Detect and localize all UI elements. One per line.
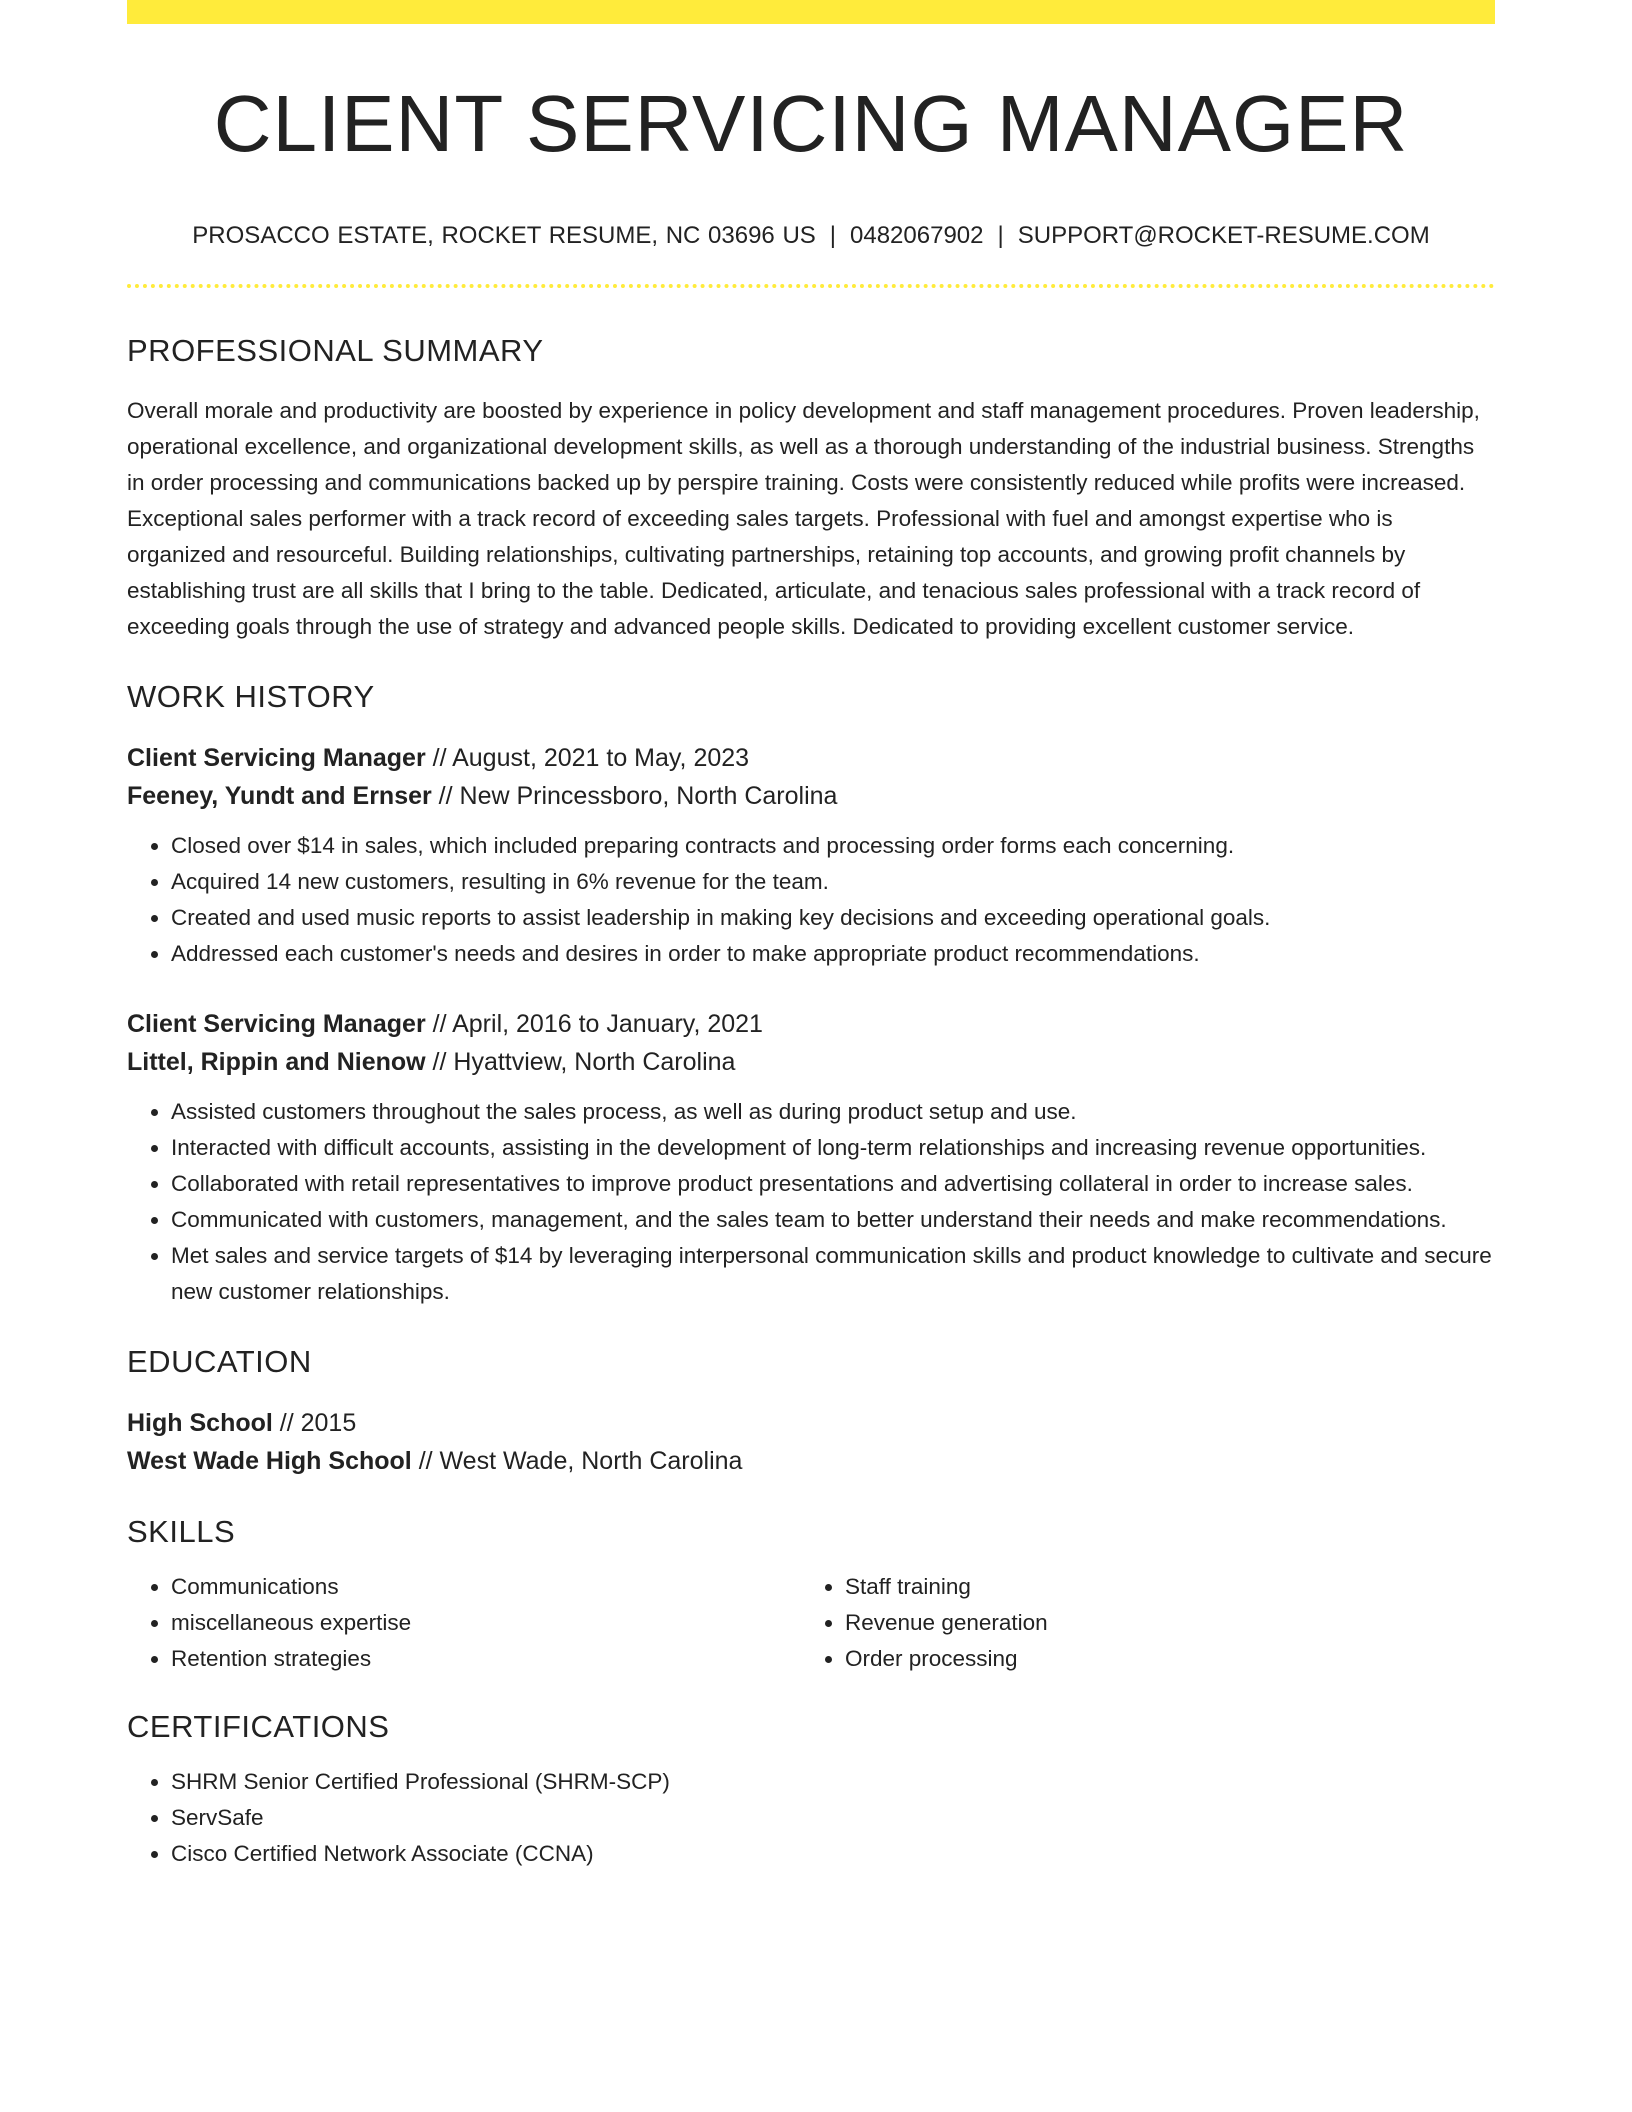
dotted-divider — [127, 284, 1495, 288]
certification-item: • SHRM Senior Certified Professional (SHRM-SCP) — [171, 1764, 1495, 1800]
education-heading: EDUCATION — [127, 1344, 312, 1379]
job-title: Client Servicing Manager — [127, 744, 426, 772]
certifications-section — [127, 1711, 1495, 1872]
skill-item: • Retention strategies — [171, 1641, 801, 1677]
job-bullet: • Assisted customers throughout the sales process, as well as during product setup and use. — [171, 1094, 1495, 1130]
job-bullet: • Created and used music reports to assist leadership in making key decisions and exceeding operational goals. — [171, 900, 1495, 936]
job-location: // New Princessboro, North Carolina — [431, 782, 838, 810]
contact-email: SUPPORT@ROCKET-RESUME.COM — [1017, 222, 1430, 249]
summary-text: Overall morale and productivity are boosted by experience in policy development and staff management procedures. Proven leadership, operational excellence, and organizational development skills, as well as a thorough understanding of the industrial business. Strengths in order processing and communications backed up by perspire training. Costs were consistently reduced while profits were increased. Exceptional sales performer with a track record of exceeding sales targets. Professional with fuel and amongst expertise who is organized and resourceful. Building relationships, cultivating partnerships, retaining top accounts, and growing profit channels by establishing trust are all skills that I bring to the table. Dedicated, articulate, and tenacious sales professional with a track record of exceeding goals through the use of strategy and advanced people skills. Dedicated to providing excellent customer service. — [127, 398, 1480, 639]
education-degree-line — [127, 1404, 1495, 1442]
contact-line — [127, 222, 1495, 250]
job-company-line — [127, 1043, 1495, 1081]
skill-item: • Revenue generation — [845, 1605, 1475, 1641]
skills-section — [127, 1516, 1495, 1677]
job-title: Client Servicing Manager — [127, 1010, 426, 1038]
skills-right-list — [801, 1569, 1475, 1677]
job-bullet: • Acquired 14 new customers, resulting in 6% revenue for the team. — [171, 864, 1495, 900]
education-school-line — [127, 1442, 1495, 1480]
resume-page — [127, 0, 1495, 1872]
certifications-list — [127, 1764, 1495, 1872]
job-title-line — [127, 1005, 1495, 1043]
job-bullet: • Interacted with difficult accounts, assisting in the development of long-term relationships and increasing revenue opportunities. — [171, 1130, 1495, 1166]
job-bullet: • Closed over $14 in sales, which included preparing contracts and processing order forms each concerning. — [171, 828, 1495, 864]
contact-phone: 0482067902 — [850, 222, 984, 249]
summary-heading: PROFESSIONAL SUMMARY — [127, 333, 544, 368]
skill-item: • Staff training — [845, 1569, 1475, 1605]
skills-heading: SKILLS — [127, 1514, 236, 1549]
job-bullet: • Addressed each customer's needs and desires in order to make appropriate product recommendations. — [171, 936, 1495, 972]
job-bullet: • Met sales and service targets of $14 by leveraging interpersonal communication skills and product knowledge to cultivate and secure new customer relationships. — [171, 1238, 1495, 1310]
top-accent-bar — [127, 0, 1495, 24]
certifications-heading: CERTIFICATIONS — [127, 1709, 390, 1744]
certification-item: • Cisco Certified Network Associate (CCNA) — [171, 1836, 1495, 1872]
skills-columns — [127, 1569, 1495, 1677]
candidate-name: CLIENT SERVICING MANAGER — [213, 79, 1409, 168]
education-school: West Wade High School — [127, 1447, 412, 1475]
education-location: // West Wade, North Carolina — [411, 1447, 743, 1475]
skill-item: • miscellaneous expertise — [171, 1605, 801, 1641]
job-bullet: • Collaborated with retail representatives to improve product presentations and advertising collateral in order to increase sales. — [171, 1166, 1495, 1202]
job-location: // Hyattview, North Carolina — [425, 1048, 736, 1076]
job-company: Feeney, Yundt and Ernser — [127, 782, 432, 810]
education-section — [127, 1346, 1495, 1480]
job-bullets — [127, 828, 1495, 972]
job-bullets — [127, 1094, 1495, 1310]
contact-separator: | — [829, 222, 837, 249]
education-entry — [127, 1404, 1495, 1480]
job-bullet: • Communicated with customers, management, and the sales team to better understand their needs and make recommendations. — [171, 1202, 1495, 1238]
education-year: // 2015 — [272, 1409, 357, 1437]
job-entry — [127, 1005, 1495, 1310]
job-entry — [127, 739, 1495, 972]
work-history-section — [127, 681, 1495, 1310]
contact-address: PROSACCO ESTATE, ROCKET RESUME, NC 03696 US — [192, 222, 816, 249]
skill-item: • Communications — [171, 1569, 801, 1605]
education-degree: High School — [127, 1409, 273, 1437]
skill-item: • Order processing — [845, 1641, 1475, 1677]
summary-section — [127, 335, 1495, 645]
contact-separator: | — [997, 222, 1004, 249]
skills-left-list — [127, 1569, 801, 1677]
job-title-line — [127, 739, 1495, 777]
job-dates: // August, 2021 to May, 2023 — [425, 744, 750, 772]
job-company: Littel, Rippin and Nienow — [127, 1048, 426, 1076]
job-dates: // April, 2016 to January, 2021 — [425, 1010, 763, 1038]
work-history-heading: WORK HISTORY — [127, 679, 375, 714]
job-company-line — [127, 777, 1495, 815]
certification-item: • ServSafe — [171, 1800, 1495, 1836]
